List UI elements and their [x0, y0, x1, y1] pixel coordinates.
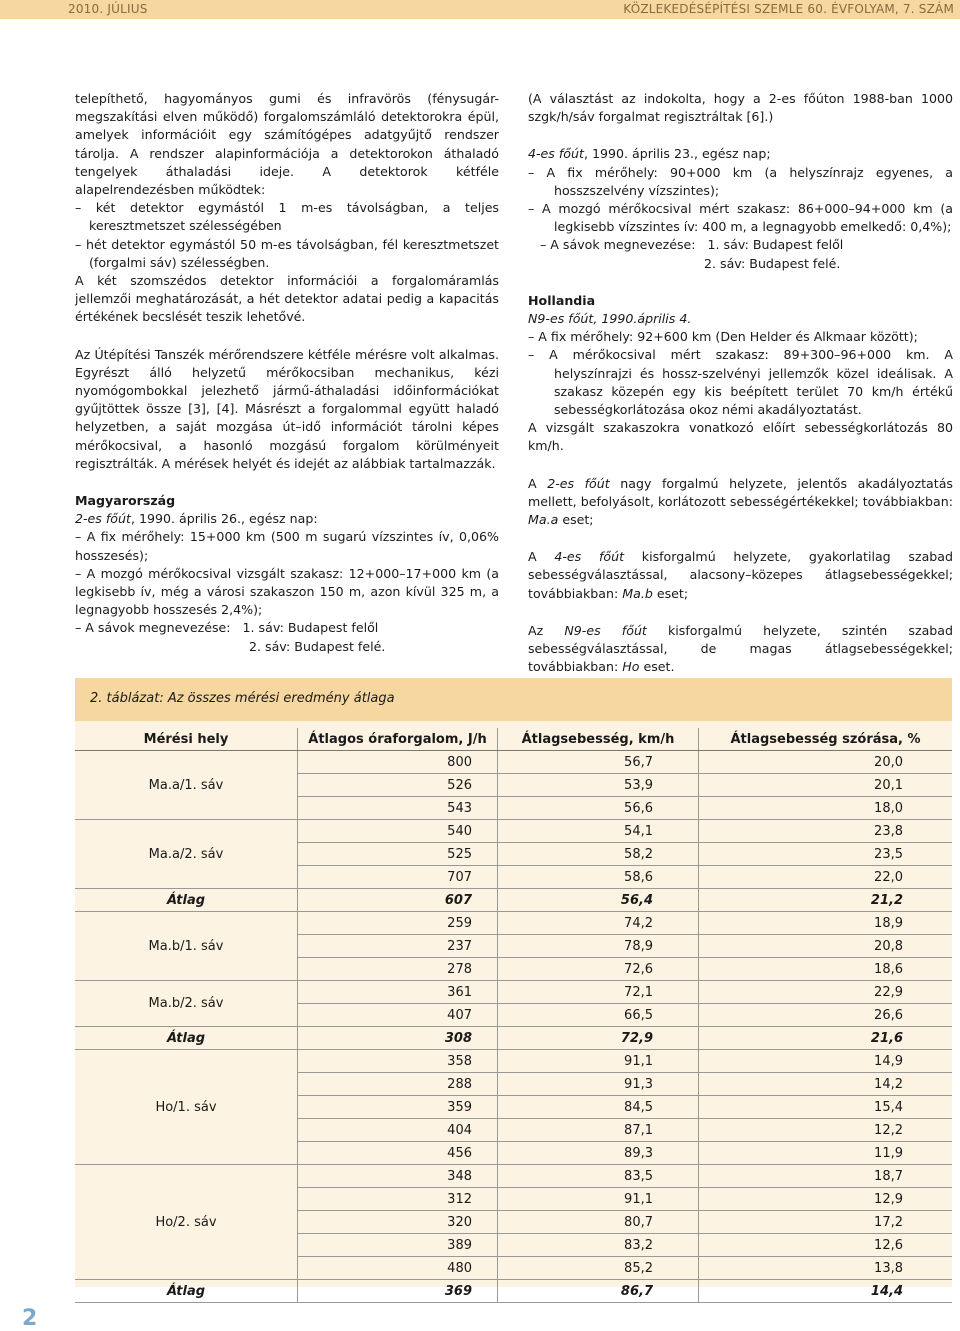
- speed-deviation-cell: 23,8: [699, 820, 953, 843]
- speed-deviation-cell: 14,4: [699, 1280, 953, 1303]
- list-item: – hét detektor egymástól 50 m-es távolságban, fél keresztmetszet (forgalmi sáv) szélességben.: [75, 236, 499, 270]
- place-cell: Átlag: [75, 1280, 298, 1303]
- speed-deviation-cell: 18,6: [699, 958, 953, 981]
- table-row: [75, 1165, 952, 1188]
- list-item: – A fix mérőhely: 15+000 km (500 m sugarú vízszintes ív, 0,06% hosszesés);: [75, 529, 499, 563]
- place-cell: Ho/2. sáv: [75, 1165, 298, 1280]
- speed-deviation-cell: 21,2: [699, 889, 953, 912]
- hourly-volume-cell: 526: [298, 774, 498, 797]
- speed-cell: 84,5: [498, 1096, 699, 1119]
- speed-deviation-cell: 23,5: [699, 843, 953, 866]
- hourly-volume-cell: 540: [298, 820, 498, 843]
- hourly-volume-cell: 312: [298, 1188, 498, 1211]
- paragraph: (A választást az indokolta, hogy a 2-es főúton 1988-ban 1000 szgk/h/sáv forgalmat regisztráltak [6].): [528, 91, 953, 125]
- hourly-volume-cell: 348: [298, 1165, 498, 1188]
- speed-cell: 54,1: [498, 820, 699, 843]
- measurement-date: , 1990. április 26., egész nap:: [130, 511, 318, 527]
- hourly-volume-cell: 480: [298, 1257, 498, 1280]
- column-header: Átlagsebesség szórása, %: [699, 728, 953, 751]
- speed-cell: 91,1: [498, 1188, 699, 1211]
- place-cell: Ma.a/2. sáv: [75, 820, 298, 889]
- place-cell: Átlag: [75, 889, 298, 912]
- speed-cell: 78,9: [498, 935, 699, 958]
- speed-cell: 91,1: [498, 1050, 699, 1073]
- table-body: [75, 751, 952, 1303]
- section-heading: Magyarország: [75, 493, 176, 509]
- page-number: 2: [22, 1306, 38, 1331]
- paragraph: telepíthető, hagyományos gumi és infravörös (fénysugár-megszakítási elven működő) forgalomszámláló detektorokra épül, amelyek információit egy számítógépes adatgyűjtő rendszer tárolja. A rendszer alapinformációja a detektorokon áthaladó tengelyek áthaladási ideje. A detektorok kétféle alapelrendezésben működtek:: [75, 91, 499, 198]
- speed-deviation-cell: 11,9: [699, 1142, 953, 1165]
- speed-deviation-cell: 22,9: [699, 981, 953, 1004]
- subsection-line: N9-es főút, 1990.április 4.: [528, 311, 692, 327]
- hourly-volume-cell: 361: [298, 981, 498, 1004]
- hourly-volume-cell: 237: [298, 935, 498, 958]
- table-header-row: [75, 728, 952, 751]
- road-name: 4-es főút: [528, 146, 584, 162]
- hourly-volume-cell: 359: [298, 1096, 498, 1119]
- speed-deviation-cell: 18,9: [699, 912, 953, 935]
- speed-deviation-cell: 21,6: [699, 1027, 953, 1050]
- table-caption-bar: [75, 678, 952, 721]
- speed-cell: 89,3: [498, 1142, 699, 1165]
- list-item: – két detektor egymástól 1 m-es távolságban, a teljes keresztmetszet szélességében: [75, 200, 499, 234]
- table-row: [75, 751, 952, 774]
- speed-cell: 66,5: [498, 1004, 699, 1027]
- lane-1: 1. sáv: Budapest felől: [707, 237, 844, 253]
- paragraph: A 4-es főút kisforgalmú helyzete, gyakorlatilag szabad sebességválasztással, alacsony–közepes átlagsebességekkel; továbbiakban: Ma.b eset;: [528, 549, 953, 601]
- hourly-volume-cell: 278: [298, 958, 498, 981]
- table-average-row: [75, 1027, 952, 1050]
- hourly-volume-cell: 320: [298, 1211, 498, 1234]
- table-average-row: [75, 889, 952, 912]
- hourly-volume-cell: 288: [298, 1073, 498, 1096]
- list-item: – A fix mérőhely: 90+000 km (a helyszínrajz egyenes, a hosszszelvény vízszintes);: [528, 164, 953, 198]
- road-name: 2-es főút: [75, 511, 131, 527]
- table-row: [75, 912, 952, 935]
- right-column: [528, 90, 953, 676]
- speed-cell: 56,4: [498, 889, 699, 912]
- speed-deviation-cell: 20,1: [699, 774, 953, 797]
- speed-deviation-cell: 18,7: [699, 1165, 953, 1188]
- left-column: [75, 90, 499, 656]
- list-item: [528, 236, 953, 254]
- hourly-volume-cell: 259: [298, 912, 498, 935]
- place-cell: Átlag: [75, 1027, 298, 1050]
- hourly-volume-cell: 707: [298, 866, 498, 889]
- speed-cell: 53,9: [498, 774, 699, 797]
- lane-label: – A sávok megnevezése:: [540, 237, 696, 253]
- list-item: – A mozgó mérőkocsival vizsgált szakasz: 12+000–17+000 km (a legkisebb ív, még a városi szakaszon 150 m, azon kívül 325 m, a legnagyobb hosszesés 2,4%);: [75, 565, 499, 618]
- hourly-volume-cell: 308: [298, 1027, 498, 1050]
- speed-deviation-cell: 17,2: [699, 1211, 953, 1234]
- header-journal: KÖZLEKEDÉSÉPÍTÉSI SZEMLE 60. ÉVFOLYAM, 7. SZÁM: [623, 2, 954, 16]
- paragraph: Az N9-es főút kisforgalmú helyzete, szintén szabad sebességválasztással, de magas átlagsebességekkel; továbbiakban: Ho eset.: [528, 622, 953, 675]
- table-row: [75, 820, 952, 843]
- hourly-volume-cell: 407: [298, 1004, 498, 1027]
- column-header: Mérési hely: [75, 728, 298, 751]
- list-item: – A mozgó mérőkocsival mért szakasz: 86+000–94+000 km (a legkisebb vízszintes ív: 400 m, a legnagyobb emelkedő: 0,4%);: [528, 201, 953, 235]
- speed-cell: 80,7: [498, 1211, 699, 1234]
- hourly-volume-cell: 358: [298, 1050, 498, 1073]
- results-table: [75, 728, 952, 1303]
- place-cell: Ma.a/1. sáv: [75, 751, 298, 820]
- speed-cell: 58,2: [498, 843, 699, 866]
- hourly-volume-cell: 404: [298, 1119, 498, 1142]
- paragraph: Az Útépítési Tanszék mérőrendszere kétféle mérésre volt alkalmas. Egyrészt álló helyzetű mérőkocsiban mechanikus, kézi nyomógombokkal jelezhető jármű-áthaladási időinformációkat gyűjtöttek össze [3], [4]. Másrészt a forgalommal együtt haladó helyzetben, a saját mozgása út–idő információt tárolni képes mérőkocsival, a hasonló mozgású forgalom körülményeit regisztrálták. A mérések helyét és idejét az alábbiak tartalmazzák.: [75, 346, 499, 471]
- column-header: Átlagsebesség, km/h: [498, 728, 699, 751]
- speed-cell: 56,7: [498, 751, 699, 774]
- speed-deviation-cell: 14,2: [699, 1073, 953, 1096]
- list-item: [75, 619, 499, 637]
- header-bar: [0, 0, 960, 19]
- speed-deviation-cell: 26,6: [699, 1004, 953, 1027]
- hourly-volume-cell: 543: [298, 797, 498, 820]
- speed-deviation-cell: 15,4: [699, 1096, 953, 1119]
- paragraph: A 2-es főút nagy forgalmú helyzete, jelentős akadályoztatás mellett, befolyásolt, korlátozott sebességértékekkel; továbbiakban: Ma.a eset;: [528, 475, 953, 528]
- speed-deviation-cell: 20,0: [699, 751, 953, 774]
- place-cell: Ma.b/2. sáv: [75, 981, 298, 1027]
- place-cell: Ho/1. sáv: [75, 1050, 298, 1165]
- lane-label: – A sávok megnevezése:: [75, 620, 231, 636]
- speed-cell: 58,6: [498, 866, 699, 889]
- paragraph: A vizsgált szakaszokra vonatkozó előírt sebességkorlátozás 80 km/h.: [528, 420, 953, 454]
- speed-deviation-cell: 12,9: [699, 1188, 953, 1211]
- speed-deviation-cell: 12,2: [699, 1119, 953, 1142]
- hourly-volume-cell: 525: [298, 843, 498, 866]
- speed-deviation-cell: 22,0: [699, 866, 953, 889]
- speed-cell: 56,6: [498, 797, 699, 820]
- place-cell: Ma.b/1. sáv: [75, 912, 298, 981]
- lane-1: 1. sáv: Budapest felől: [242, 620, 379, 636]
- speed-cell: 72,1: [498, 981, 699, 1004]
- header-date: 2010. JÚLIUS: [68, 2, 148, 16]
- speed-cell: 74,2: [498, 912, 699, 935]
- speed-cell: 72,9: [498, 1027, 699, 1050]
- hourly-volume-cell: 369: [298, 1280, 498, 1303]
- speed-deviation-cell: 20,8: [699, 935, 953, 958]
- list-item: 2. sáv: Budapest felé.: [249, 638, 386, 654]
- hourly-volume-cell: 800: [298, 751, 498, 774]
- subsection-line: [528, 145, 953, 163]
- speed-cell: 86,7: [498, 1280, 699, 1303]
- table-average-row: [75, 1280, 952, 1303]
- speed-cell: 91,3: [498, 1073, 699, 1096]
- speed-deviation-cell: 12,6: [699, 1234, 953, 1257]
- list-item: 2. sáv: Budapest felé.: [704, 255, 841, 271]
- hourly-volume-cell: 389: [298, 1234, 498, 1257]
- table-row: [75, 1050, 952, 1073]
- speed-deviation-cell: 14,9: [699, 1050, 953, 1073]
- speed-cell: 83,5: [498, 1165, 699, 1188]
- list-item: – A mérőkocsival mért szakasz: 89+300–96+000 km. A helyszínrajzi és hossz-szelvényi jellemzők közel ideálisak. A szakasz közepén egy kis beépített terület 70 km/h értékű sebességkorlátozása okoz némi akadályoztatást.: [528, 347, 953, 418]
- speed-deviation-cell: 18,0: [699, 797, 953, 820]
- measurement-date: , 1990. április 23., egész nap;: [583, 146, 771, 162]
- hourly-volume-cell: 607: [298, 889, 498, 912]
- column-header: Átlagos óraforgalom, J/h: [298, 728, 498, 751]
- speed-cell: 72,6: [498, 958, 699, 981]
- table-caption: 2. táblázat: Az összes mérési eredmény átlaga: [90, 691, 395, 706]
- table-row: [75, 981, 952, 1004]
- subsection-line: [75, 510, 499, 528]
- section-heading: Hollandia: [528, 292, 596, 308]
- speed-deviation-cell: 13,8: [699, 1257, 953, 1280]
- paragraph: A két szomszédos detektor információi a forgalomáramlás jellemzői meghatározását, a hét detektor adatai pedig a kapacitás értékének becslését teszik lehetővé.: [75, 273, 499, 325]
- speed-cell: 85,2: [498, 1257, 699, 1280]
- speed-cell: 87,1: [498, 1119, 699, 1142]
- speed-cell: 83,2: [498, 1234, 699, 1257]
- hourly-volume-cell: 456: [298, 1142, 498, 1165]
- list-item: – A fix mérőhely: 92+600 km (Den Helder és Alkmaar között);: [528, 329, 918, 345]
